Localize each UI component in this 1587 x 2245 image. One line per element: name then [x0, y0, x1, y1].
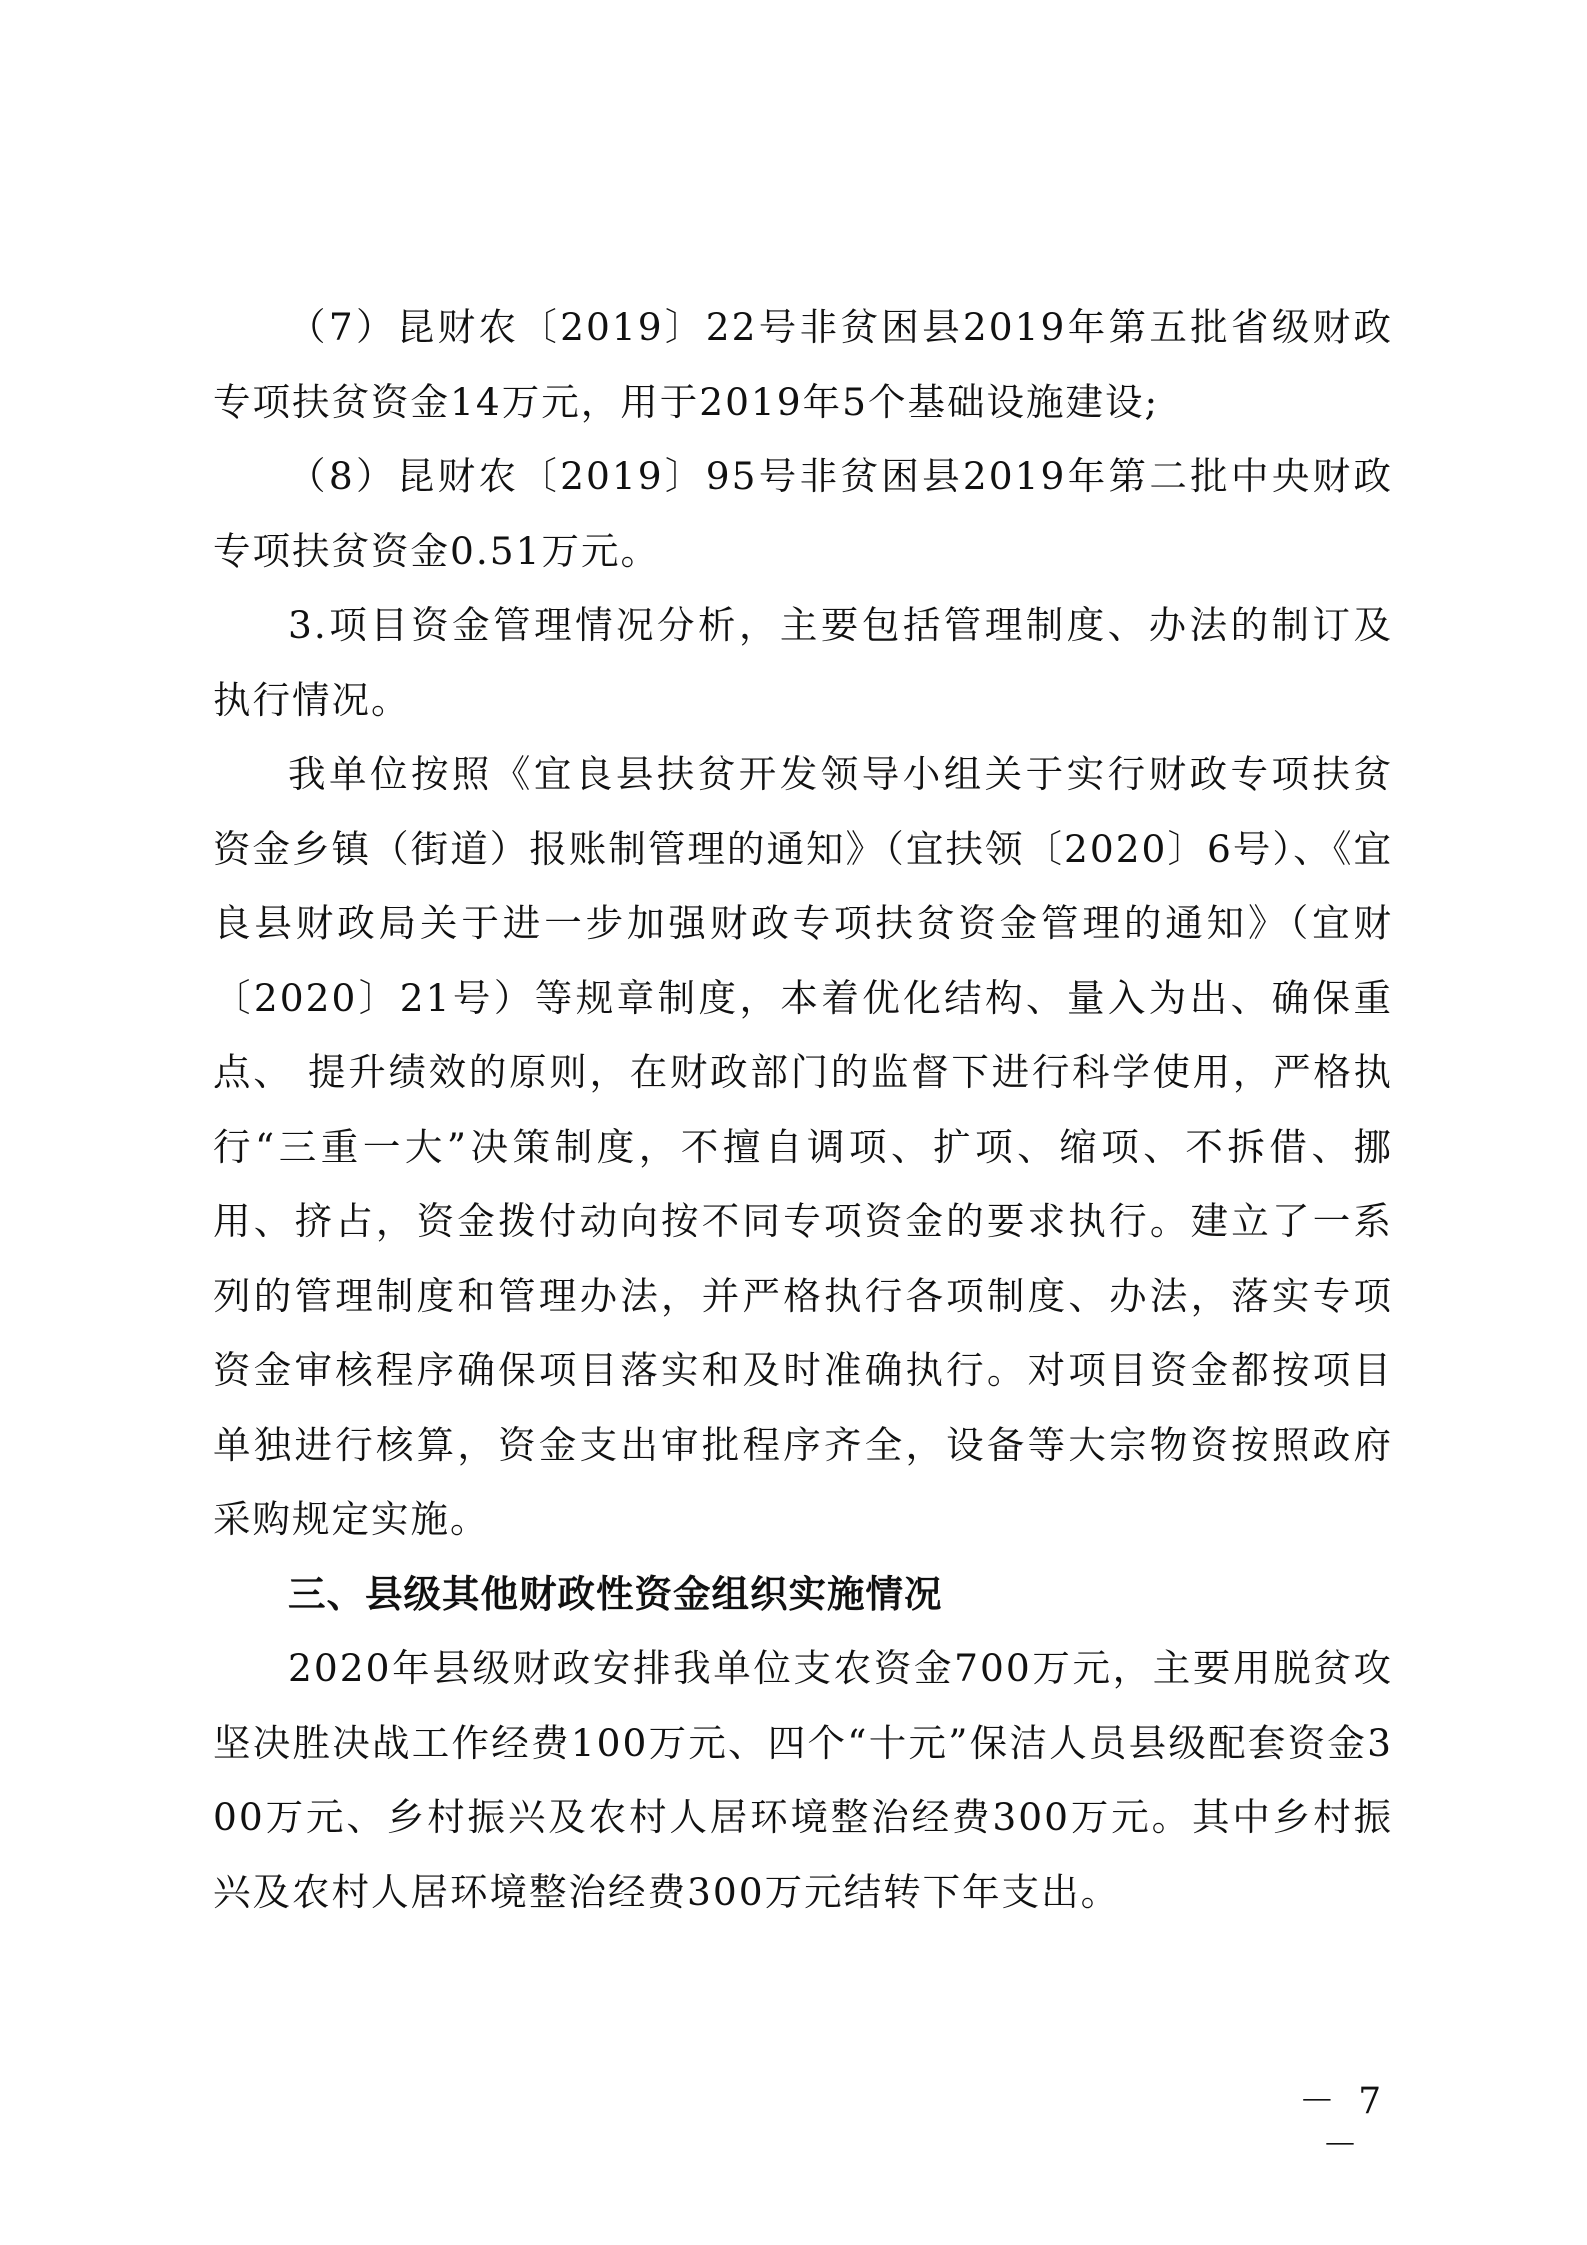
paragraph-item-7: （7）昆财农〔2019〕22号非贫困县2019年第五批省级财政专项扶贫资金14万元，用于2019年5个基础设施建设;: [213, 305, 1393, 424]
paragraph-management-body: 我单位按照《宜良县扶贫开发领导小组关于实行财政专项扶贫资金乡镇（街道）报账制管理的通知》（宜扶领〔2020〕6号）、《宜良县财政局关于进一步加强财政专项扶贫资金管理的通知》（宜财〔2020〕21号）等规章制度，本着优化结构、量入为出、确保重点、 提升绩效的原则，在财政部门的监督下进行科学使用，严格执行“三重一大”决策制度，不擅自调项、扩项、缩项、不拆借、挪用、挤占，资金拨付动向按不同专项资金的要求执行。建立了一系列的管理制度和管理办法，并严格执行各项制度、办法，落实专项资金审核程序确保项目落实和及时准确执行。对项目资金都按项目单独进行核算，资金支出审批程序齐全，设备等大宗物资按照政府采购规定实施。: [213, 752, 1393, 1541]
paragraph-item-8: （8）昆财农〔2019〕95号非贫困县2019年第二批中央财政专项扶贫资金0.51万元。: [213, 454, 1393, 573]
section-heading-3: 三、县级其他财政性资金组织实施情况: [288, 1571, 943, 1616]
page-number: － 7 －: [1298, 2081, 1388, 2166]
document-body: [213, 290, 1393, 1929]
paragraph-county-funds: 2020年县级财政安排我单位支农资金700万元，主要用脱贫攻坚决胜决战工作经费100万元、四个“十元”保洁人员县级配套资金300万元、乡村振兴及农村人居环境整治经费300万元。其中乡村振兴及农村人居环境整治经费300万元结转下年支出。: [213, 1646, 1393, 1914]
paragraph-section-3: 3.项目资金管理情况分析，主要包括管理制度、办法的制订及执行情况。: [213, 603, 1393, 722]
